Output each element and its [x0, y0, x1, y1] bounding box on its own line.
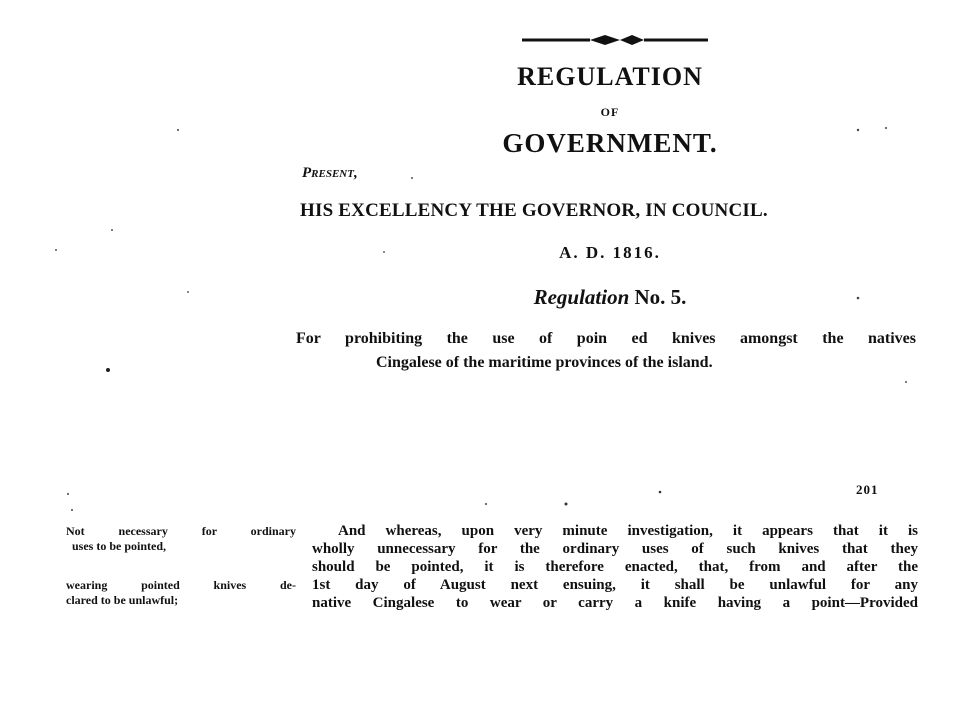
page-number: 201 [856, 482, 879, 497]
preamble-line-1: For prohibiting the use of poin ed knives amongst the natives [296, 330, 916, 347]
margin-note-2-line-1: wearing pointed knives de- [66, 578, 296, 592]
body-line-3: should be pointed, it is therefore enacted, that, from and after the [312, 559, 918, 575]
margin-note-1-line-2: uses to be pointed, [72, 539, 167, 553]
margin-note-1-line-1: Not necessary for ordinary [66, 524, 296, 538]
body-line-2: wholly unnecessary for the ordinary uses of such knives that they [312, 541, 918, 557]
preamble-line-2: Cingalese of the maritime provinces of the island. [376, 354, 713, 371]
regulation-word: Regulation [533, 285, 630, 309]
margin-note-2 [66, 578, 298, 608]
document-title: REGULATION [517, 62, 703, 91]
body-paragraph [312, 522, 918, 612]
margin-note-1 [66, 524, 298, 554]
body-line-4: 1st day of August next ensuing, it shall be unlawful for any [312, 577, 918, 593]
regulation-num: No. 5. [634, 285, 687, 309]
margin-note-2-line-2: clared to be unlawful; [66, 593, 179, 607]
present-label: Present, [302, 165, 358, 181]
council-line: HIS EXCELLENCY THE GOVERNOR, IN COUNCIL. [300, 200, 768, 221]
body-line-1: And whereas, upon very minute investigation, it appears that it is [338, 523, 918, 539]
document-subtitle: GOVERNMENT. [502, 128, 718, 158]
regulation-number [470, 285, 750, 310]
title-connector: OF [600, 105, 620, 119]
year-line: A. D. 1816. [559, 243, 661, 262]
body-line-5: native Cingalese to wear or carry a knife having a point—Provided [312, 595, 918, 611]
header-ornament-rule [520, 30, 710, 50]
